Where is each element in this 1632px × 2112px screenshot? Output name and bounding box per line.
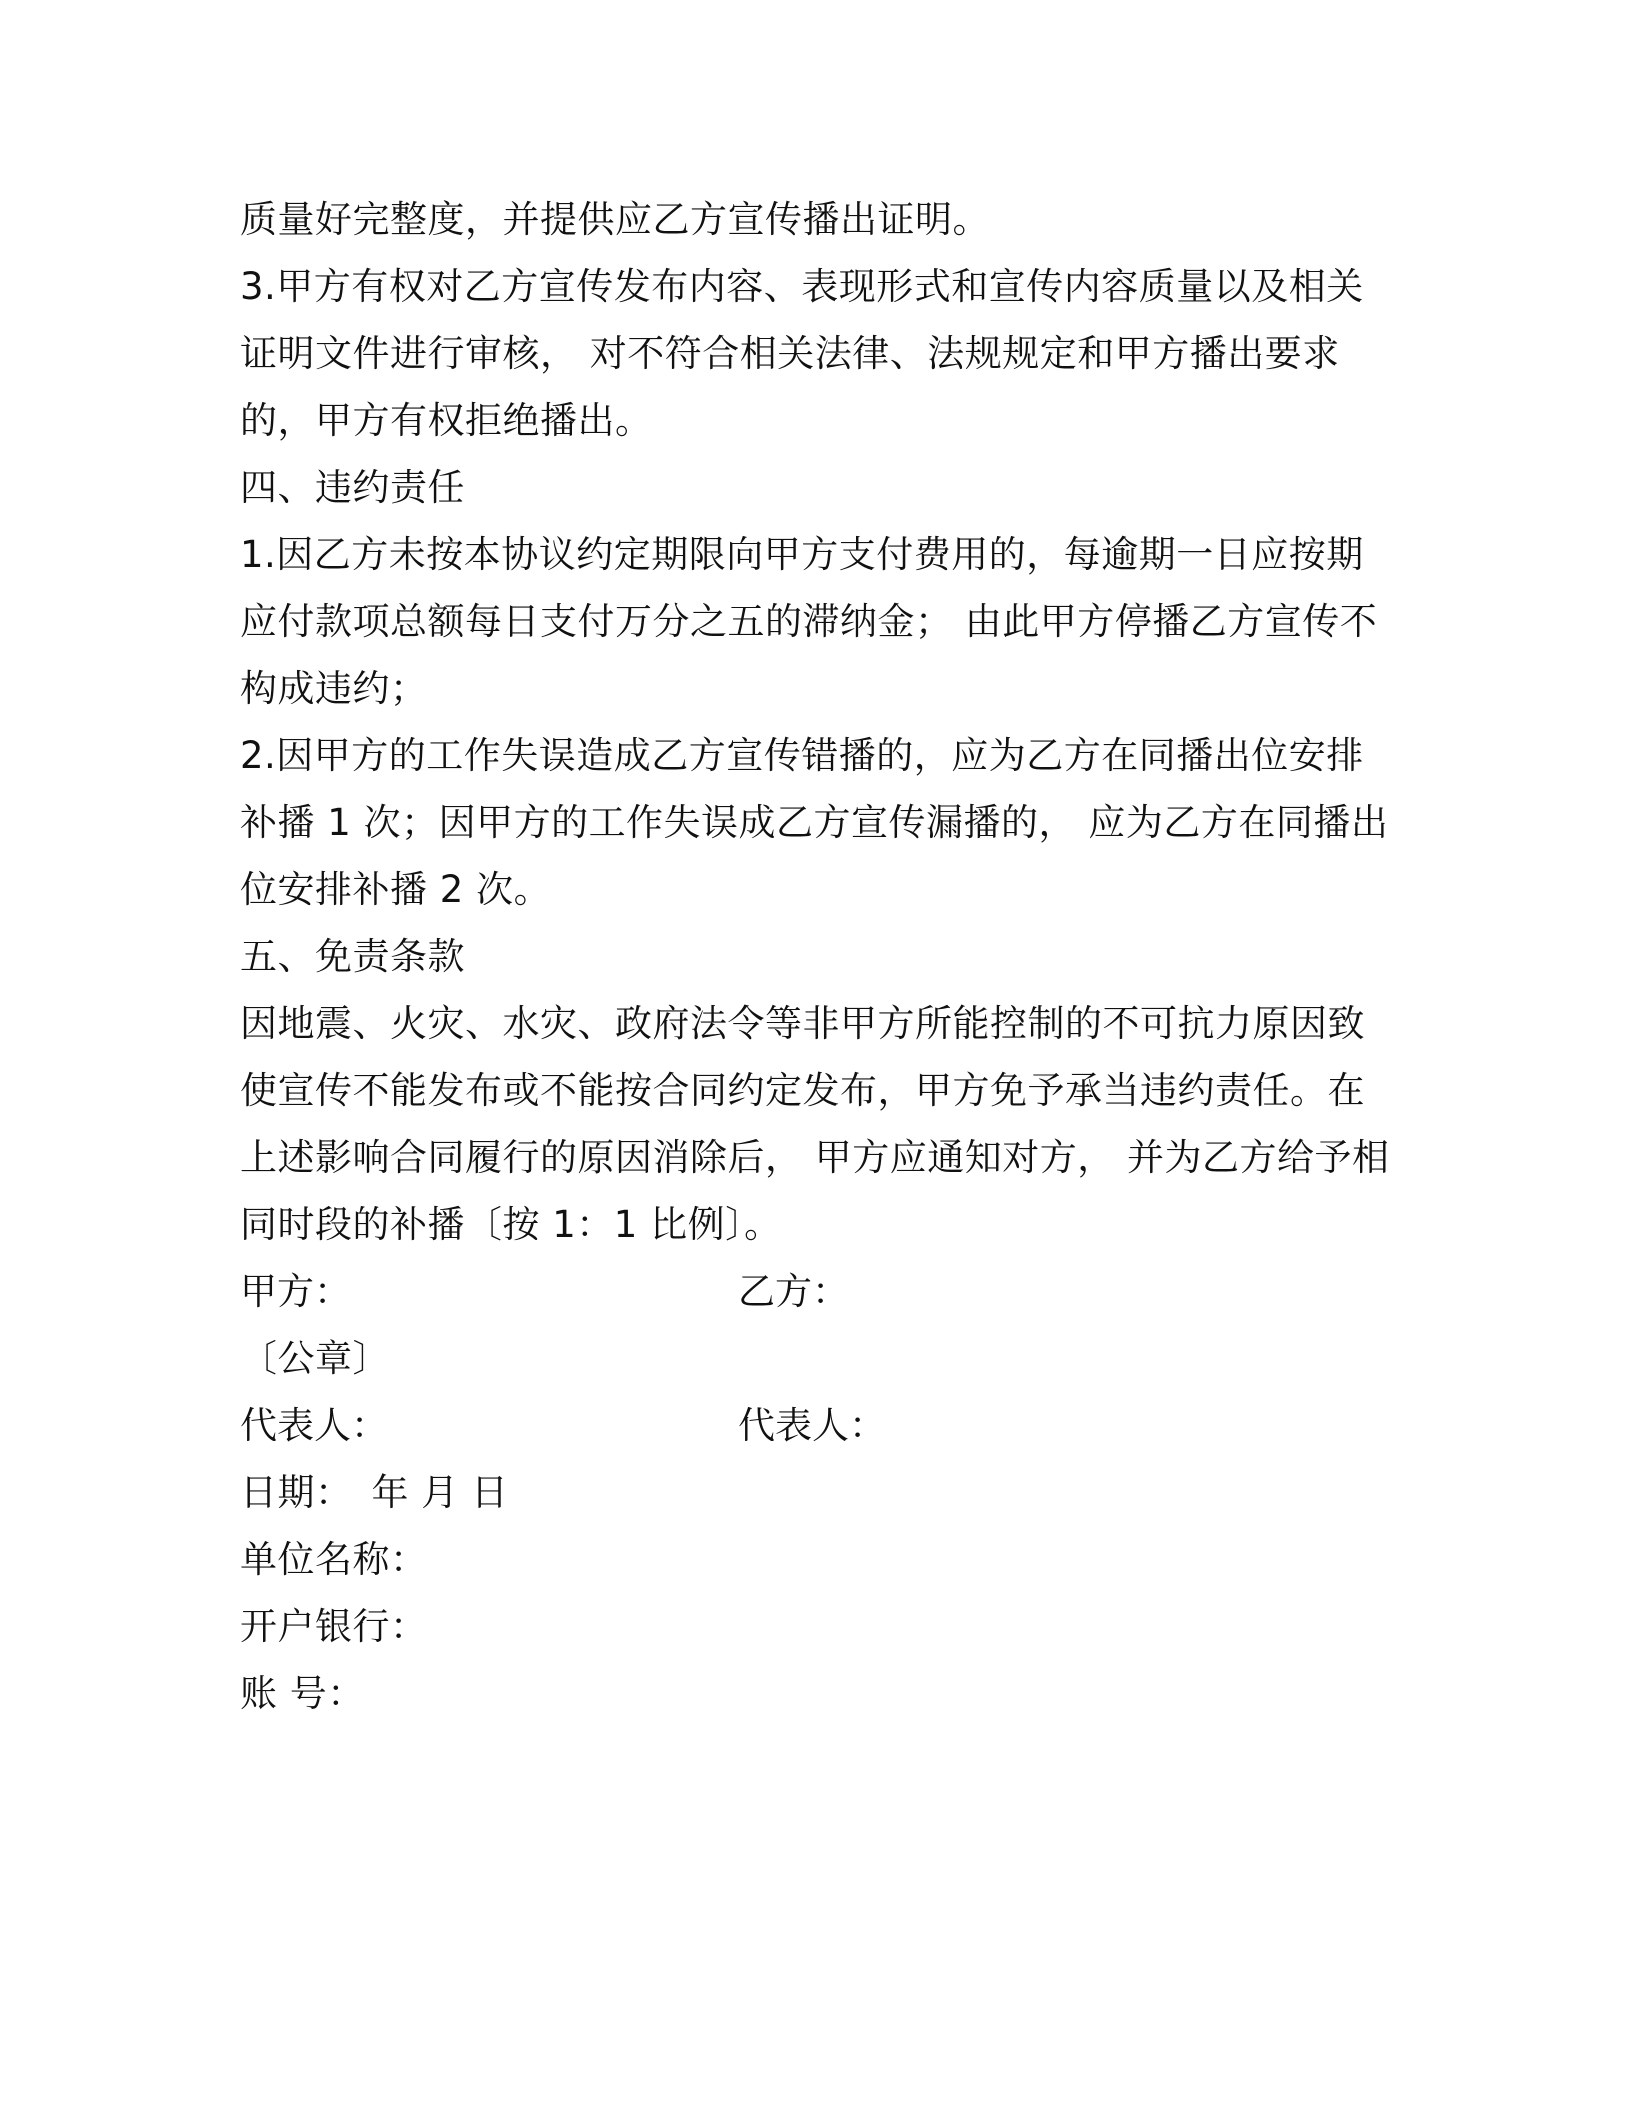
paragraph-line: 3.甲方有权对乙方宣传发布内容、表现形式和宣传内容质量以及相关: [240, 265, 1364, 308]
unit-name-label: 单位名称：: [240, 1538, 428, 1581]
paragraph-line: 位安排补播 2 次。: [240, 868, 552, 911]
paragraph-line: 同时段的补播〔按 1：1 比例〕。: [240, 1203, 782, 1246]
signature-representatives-row: [240, 1392, 1390, 1459]
signature-parties-row: [240, 1258, 1390, 1325]
account-label: 账 号：: [240, 1672, 365, 1715]
representative-a-label: 代表人：: [240, 1404, 388, 1447]
paragraph-line: 构成违约；: [240, 667, 428, 710]
paragraph-line: 2.因甲方的工作失误造成乙方宣传错播的，应为乙方在同播出位安排: [240, 734, 1364, 777]
party-b-label: 乙方：: [738, 1270, 849, 1313]
section-heading-breach: 四、违约责任: [240, 466, 465, 509]
representative-b-label: 代表人：: [738, 1404, 886, 1447]
paragraph-line: 补播 1 次；因甲方的工作失误成乙方宣传漏播的， 应为乙方在同播出: [240, 801, 1389, 844]
seal-label: 〔公章〕: [240, 1337, 390, 1380]
paragraph-line: 证明文件进行审核， 对不符合相关法律、法规规定和甲方播出要求: [240, 332, 1340, 375]
paragraph-line: 质量好完整度，并提供应乙方宣传播出证明。: [240, 198, 990, 241]
paragraph-line: 因地震、火灾、水灾、政府法令等非甲方所能控制的不可抗力原因致: [240, 1002, 1365, 1045]
paragraph-line: 1.因乙方未按本协议约定期限向甲方支付费用的，每逾期一日应按期: [240, 533, 1364, 576]
paragraph-line: 使宣传不能发布或不能按合同约定发布，甲方免予承当违约责任。在: [240, 1069, 1365, 1112]
paragraph-line: 上述影响合同履行的原因消除后， 甲方应通知对方， 并为乙方给予相: [240, 1136, 1390, 1179]
section-heading-exemption: 五、免责条款: [240, 935, 465, 978]
document-body: [240, 186, 1390, 1727]
paragraph-line: 应付款项总额每日支付万分之五的滞纳金； 由此甲方停播乙方宣传不: [240, 600, 1378, 643]
bank-label: 开户银行：: [240, 1605, 428, 1648]
party-a-label: 甲方：: [240, 1270, 351, 1313]
paragraph-line: 的，甲方有权拒绝播出。: [240, 399, 653, 442]
date-label: 日期： 年 月 日: [240, 1471, 509, 1514]
